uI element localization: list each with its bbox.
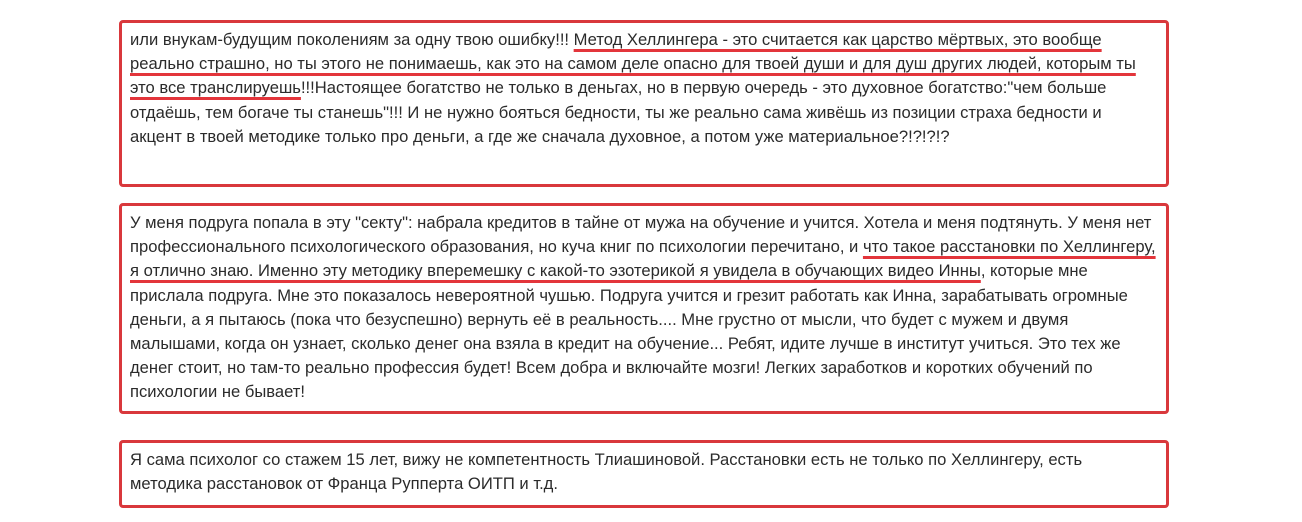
- comment-2-highlighted-text: что такое расстановки по Хеллингеру, я отлично знаю. Именно эту методику вперемешку с какой-то эзотерикой я увидела в обучающих видео Инны: [130, 237, 1156, 281]
- comment-1-highlighted-text: Метод Хеллингера - это считается как царство мёртвых, это вообще реально страшно, но ты этого не понимаешь, как это на самом деле опасно для твоей души и для душ других людей, которым ты это все транслируешь: [130, 30, 1136, 98]
- comment-box-1: [119, 20, 1169, 187]
- comment-1-text-plain-2: !!!Настоящее богатство не только в деньгах, но в первую очередь - это духовное богатство:"чем больше отдаёшь, тем богаче ты станешь"!!! И не нужно бояться бедности, ты же реально сама живёшь из позиции страха бедности и акцент в твоей методике только про деньги, а где же сначала духовное, а потом уже материальное?!?!?!?: [130, 78, 1107, 146]
- comment-text-3: [130, 448, 1156, 496]
- comment-2-text-plain-2: , которые мне прислала подруга. Мне это показалось невероятной чушью. Подруга учится и грезит работать как Инна, зарабатывать огромные деньги, а я пытаюсь (пока что безуспешно) вернуть её в реальность.... Мне грустно от мысли, что будет с мужем и двумя малышами, когда он узнает, сколько денег она взяла в кредит на обучение... Ребят, идите лучше в институт учиться. Это тех же денег стоит, но там-то реально профессия будет! Всем добра и включайте мозги! Легких заработков и коротких обучений по психологии не бывает!: [130, 261, 1128, 402]
- comment-text-2: [130, 211, 1156, 405]
- comment-1-text-plain: или внукам-будущим поколениям за одну твою ошибку!!!: [130, 30, 574, 49]
- comment-box-3: [119, 440, 1169, 508]
- comment-text-1: [130, 28, 1156, 149]
- comment-3-text-plain: Я сама психолог со стажем 15 лет, вижу не компетентность Тлиашиновой. Расстановки есть не только по Хеллингеру, есть методика расстановок от Франца Рупперта ОИТП и т.д.: [130, 450, 1083, 494]
- comment-2-text-plain: У меня подруга попала в эту "секту": набрала кредитов в тайне от мужа на обучение и учится. Хотела и меня подтянуть. У меня нет профессионального психологического образования, но куча книг по психологии перечитано, и: [130, 213, 1152, 257]
- comment-box-2: [119, 203, 1169, 414]
